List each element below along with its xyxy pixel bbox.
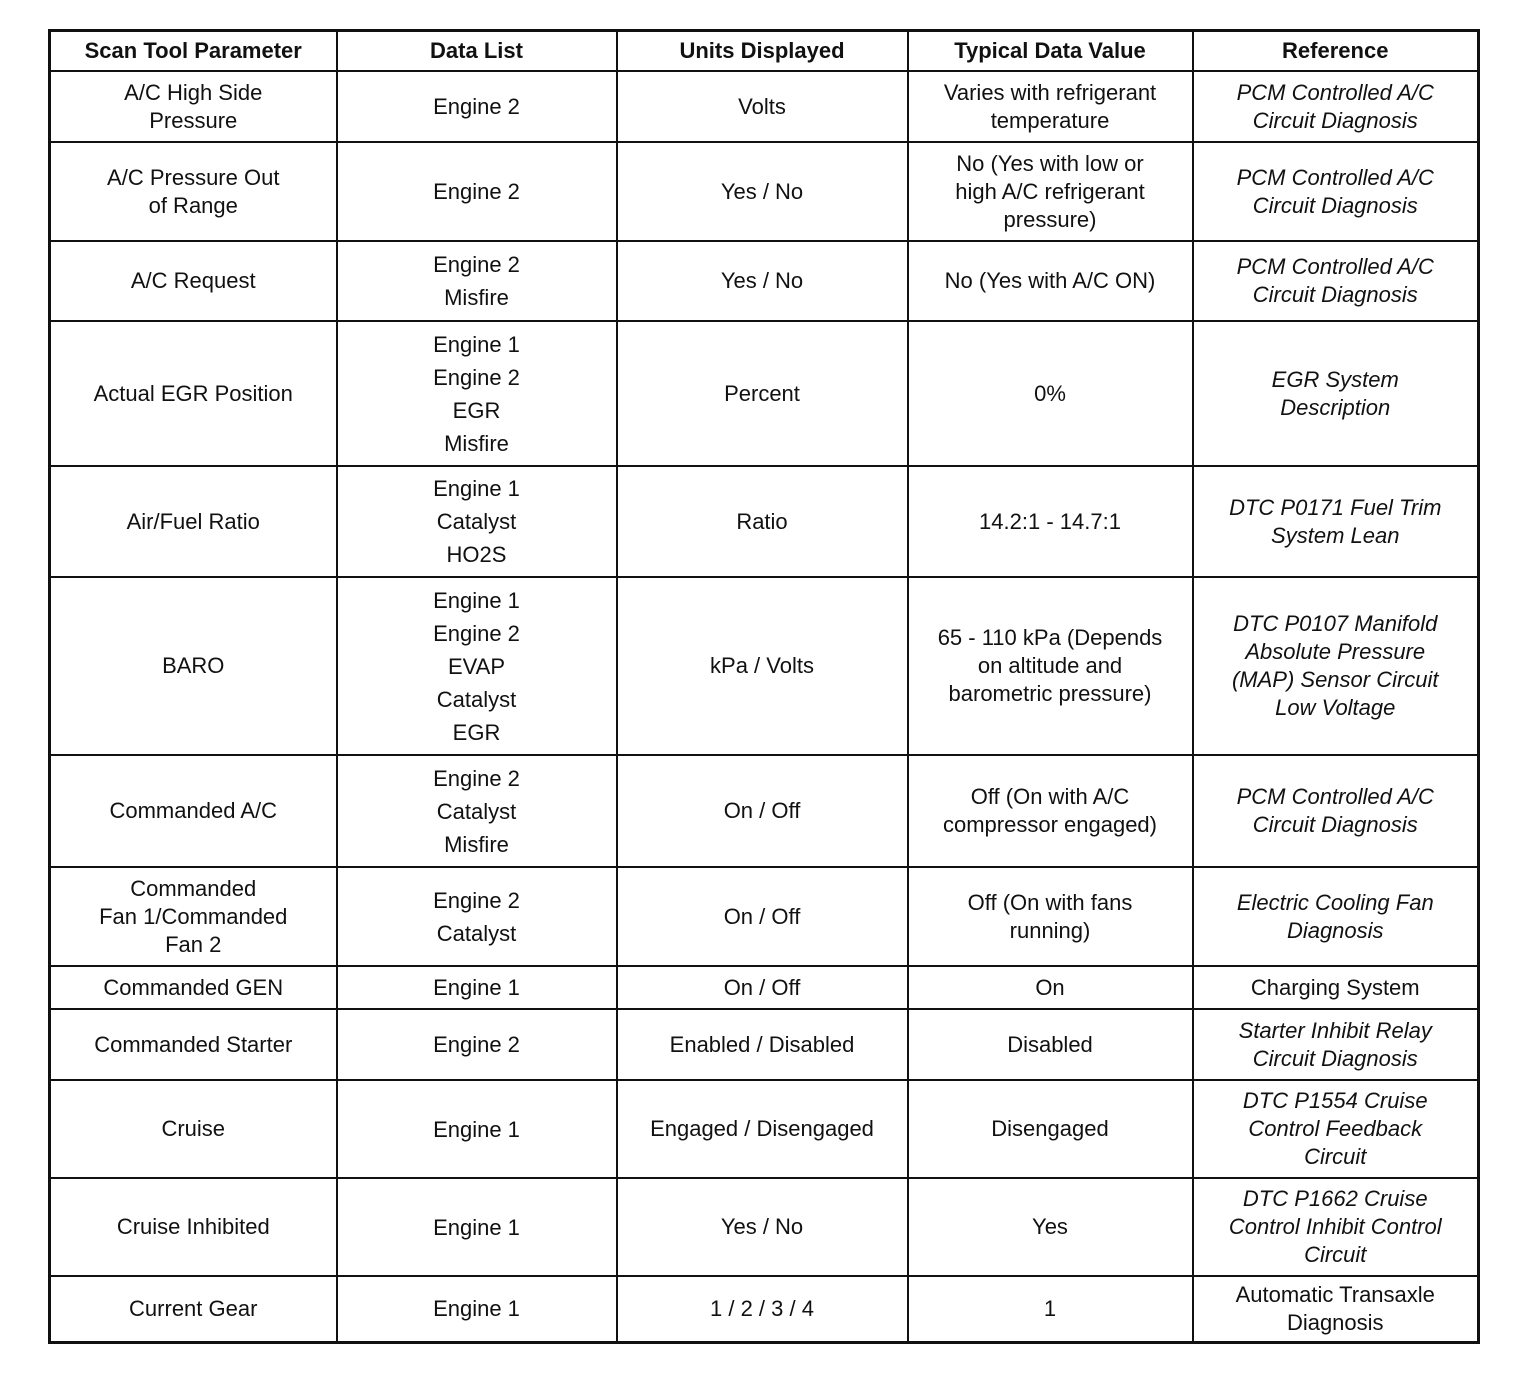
table-row: [50, 867, 1479, 966]
cell-scan-tool-parameter: Cruise: [50, 1080, 337, 1178]
cell-data-list: [337, 241, 617, 321]
cell-reference: EGR System Description: [1193, 321, 1479, 466]
table-body: [50, 71, 1479, 1342]
cell-data-list: [337, 1178, 617, 1276]
cell-typical-data-value: 1: [908, 1276, 1193, 1342]
table-row: [50, 577, 1479, 755]
data-list-entry: Misfire: [444, 831, 509, 857]
cell-data-list: [337, 466, 617, 577]
cell-units-displayed: Enabled / Disabled: [617, 1009, 908, 1080]
data-list-entry: Engine 1: [433, 1296, 520, 1322]
cell-reference: Automatic Transaxle Diagnosis: [1193, 1276, 1479, 1342]
cell-data-list: [337, 142, 617, 241]
data-list-entry: Engine 2: [433, 252, 520, 277]
header-data-list: Data List: [337, 31, 617, 72]
cell-units-displayed: 1 / 2 / 3 / 4: [617, 1276, 908, 1342]
cell-typical-data-value: On: [908, 966, 1193, 1009]
data-list-entry: Engine 2: [433, 364, 520, 390]
cell-scan-tool-parameter: Commanded GEN: [50, 966, 337, 1009]
table-row: [50, 71, 1479, 142]
cell-typical-data-value: 0%: [908, 321, 1193, 466]
data-list-entry: Catalyst: [436, 798, 517, 824]
cell-units-displayed: Volts: [617, 71, 908, 142]
data-list-entry: Engine 2: [433, 179, 520, 204]
cell-scan-tool-parameter: Commanded Fan 1/Commanded Fan 2: [50, 867, 337, 966]
cell-reference: Electric Cooling Fan Diagnosis: [1193, 867, 1479, 966]
cell-reference: DTC P1554 Cruise Control Feedback Circuit: [1193, 1080, 1479, 1178]
cell-scan-tool-parameter: Air/Fuel Ratio: [50, 466, 337, 577]
cell-data-list: [337, 1080, 617, 1178]
data-list-entry: Engine 2: [433, 1032, 520, 1057]
cell-scan-tool-parameter: Cruise Inhibited: [50, 1178, 337, 1276]
table-row: [50, 966, 1479, 1009]
data-list-entry: Misfire: [444, 285, 509, 310]
data-list-entry: Engine 1: [433, 1116, 520, 1142]
data-list-entry: Engine 2: [433, 765, 520, 791]
cell-units-displayed: Engaged / Disengaged: [617, 1080, 908, 1178]
cell-reference: PCM Controlled A/C Circuit Diagnosis: [1193, 241, 1479, 321]
cell-units-displayed: Yes / No: [617, 1178, 908, 1276]
cell-units-displayed: On / Off: [617, 755, 908, 867]
cell-typical-data-value: 65 - 110 kPa (Depends on altitude and barometric pressure): [908, 577, 1193, 755]
cell-reference: DTC P0171 Fuel Trim System Lean: [1193, 466, 1479, 577]
cell-scan-tool-parameter: Commanded Starter: [50, 1009, 337, 1080]
cell-scan-tool-parameter: BARO: [50, 577, 337, 755]
cell-reference: Charging System: [1193, 966, 1479, 1009]
cell-units-displayed: kPa / Volts: [617, 577, 908, 755]
cell-reference: PCM Controlled A/C Circuit Diagnosis: [1193, 142, 1479, 241]
data-list-entry: Engine 2: [433, 620, 520, 646]
table-header: [50, 31, 1479, 72]
cell-data-list: [337, 321, 617, 466]
table-row: [50, 755, 1479, 867]
table-row: [50, 1178, 1479, 1276]
data-list-entry: HO2S: [446, 542, 507, 567]
cell-typical-data-value: Off (On with A/C compressor engaged): [908, 755, 1193, 867]
data-list-entry: Engine 1: [433, 331, 520, 357]
header-scan-tool-parameter: Scan Tool Parameter: [50, 31, 337, 72]
data-list-entry: Engine 1: [433, 476, 520, 501]
cell-reference: PCM Controlled A/C Circuit Diagnosis: [1193, 71, 1479, 142]
cell-units-displayed: Yes / No: [617, 142, 908, 241]
header-row: [50, 31, 1479, 72]
cell-scan-tool-parameter: A/C High Side Pressure: [50, 71, 337, 142]
cell-units-displayed: Percent: [617, 321, 908, 466]
cell-reference: DTC P0107 Manifold Absolute Pressure (MAP) Sensor Circuit Low Voltage: [1193, 577, 1479, 755]
data-list-entry: EGR: [452, 397, 501, 423]
data-list-entry: Engine 2: [433, 94, 520, 119]
cell-typical-data-value: Yes: [908, 1178, 1193, 1276]
data-list-entry: Engine 1: [433, 975, 520, 1000]
cell-typical-data-value: 14.2:1 - 14.7:1: [908, 466, 1193, 577]
cell-typical-data-value: Varies with refrigerant temperature: [908, 71, 1193, 142]
table-row: [50, 1009, 1479, 1080]
cell-units-displayed: Ratio: [617, 466, 908, 577]
cell-scan-tool-parameter: A/C Pressure Out of Range: [50, 142, 337, 241]
cell-data-list: [337, 1276, 617, 1342]
cell-reference: PCM Controlled A/C Circuit Diagnosis: [1193, 755, 1479, 867]
cell-units-displayed: On / Off: [617, 966, 908, 1009]
table-row: [50, 321, 1479, 466]
scan-tool-parameter-table: [48, 29, 1480, 1344]
data-list-entry: Engine 1: [433, 587, 520, 613]
cell-reference: DTC P1662 Cruise Control Inhibit Control Circuit: [1193, 1178, 1479, 1276]
cell-data-list: [337, 71, 617, 142]
cell-units-displayed: On / Off: [617, 867, 908, 966]
cell-data-list: [337, 577, 617, 755]
cell-reference: Starter Inhibit Relay Circuit Diagnosis: [1193, 1009, 1479, 1080]
cell-scan-tool-parameter: Current Gear: [50, 1276, 337, 1342]
cell-typical-data-value: Disabled: [908, 1009, 1193, 1080]
data-list-entry: EVAP: [447, 653, 506, 679]
table-row: [50, 1080, 1479, 1178]
cell-scan-tool-parameter: Actual EGR Position: [50, 321, 337, 466]
header-units-displayed: Units Displayed: [617, 31, 908, 72]
cell-data-list: [337, 867, 617, 966]
table-row: [50, 466, 1479, 577]
table-row: [50, 142, 1479, 241]
cell-data-list: [337, 966, 617, 1009]
data-list-entry: Engine 1: [433, 1214, 520, 1240]
data-list-entry: EGR: [452, 719, 501, 745]
data-list-entry: Catalyst: [436, 686, 517, 712]
cell-data-list: [337, 755, 617, 867]
data-list-entry: Engine 2: [433, 887, 520, 913]
cell-typical-data-value: Disengaged: [908, 1080, 1193, 1178]
cell-typical-data-value: No (Yes with A/C ON): [908, 241, 1193, 321]
header-reference: Reference: [1193, 31, 1479, 72]
cell-typical-data-value: Off (On with fans running): [908, 867, 1193, 966]
data-list-entry: Misfire: [444, 430, 509, 456]
data-list-entry: Catalyst: [436, 920, 517, 946]
data-list-entry: Catalyst: [436, 509, 517, 534]
cell-scan-tool-parameter: Commanded A/C: [50, 755, 337, 867]
header-typical-data-value: Typical Data Value: [908, 31, 1193, 72]
cell-typical-data-value: No (Yes with low or high A/C refrigerant pressure): [908, 142, 1193, 241]
table-row: [50, 241, 1479, 321]
cell-data-list: [337, 1009, 617, 1080]
cell-scan-tool-parameter: A/C Request: [50, 241, 337, 321]
table-row: [50, 1276, 1479, 1342]
cell-units-displayed: Yes / No: [617, 241, 908, 321]
